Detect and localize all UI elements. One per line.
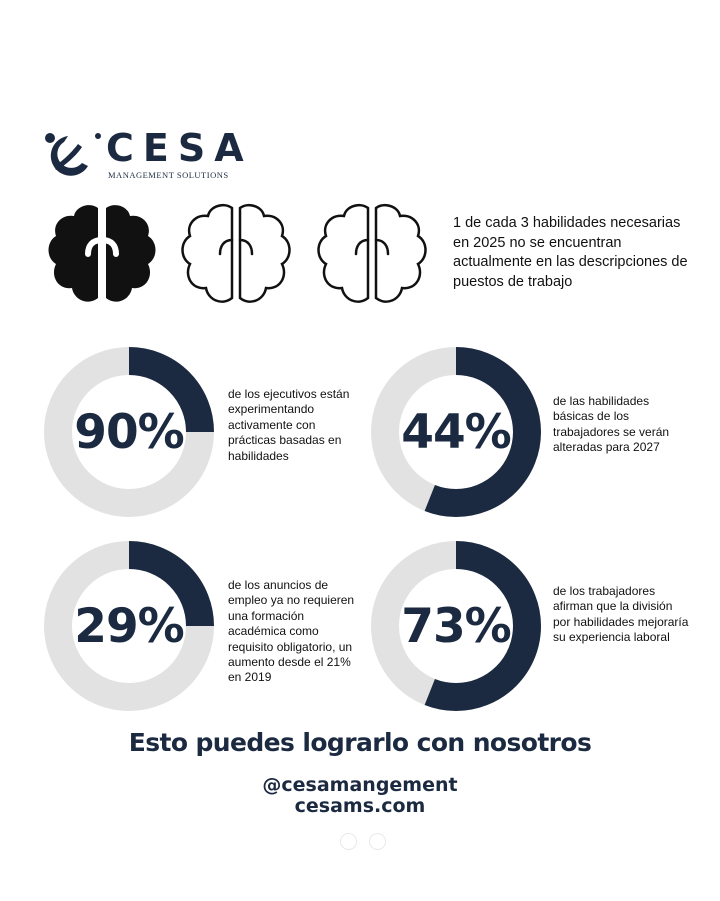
stat-card (44, 541, 244, 741)
social-handle[interactable]: @cesamangement (262, 774, 458, 796)
stat-description: de los anuncios de empleo ya no requieren una formación académica como requisito obligatorio, un aumento desde el 21% en 2019 (228, 578, 355, 685)
intro-text: 1 de cada 3 habilidades necesarias en 2025 no se encuentran actualmente en las descripciones de puestos de trabajo (453, 215, 688, 290)
brain-outline-icon (180, 200, 292, 312)
stat-value: 73% (401, 598, 511, 654)
carousel-dots (338, 833, 398, 851)
brand-name: CESA (106, 126, 253, 170)
stat-description: de las habilidades básicas de los trabajadores se verán alteradas para 2027 (553, 394, 670, 455)
stat-card (371, 541, 571, 741)
brand-logo (38, 126, 253, 182)
brain-filled-icon (46, 200, 158, 312)
stat-value: 90% (74, 404, 184, 460)
stat-description: de los ejecutivos están experimentando activamente con prácticas basadas en habilidades (228, 387, 350, 463)
stat-value: 29% (74, 598, 184, 654)
stat-card (44, 347, 244, 547)
brain-outline-icon (316, 200, 428, 312)
brand-tagline: MANAGEMENT SOLUTIONS (108, 170, 229, 180)
website-link[interactable]: cesams.com (294, 795, 426, 817)
stat-value: 44% (401, 404, 511, 460)
stat-description: de los trabajadores afirman que la división por habilidades mejoraría su experiencia laboral (553, 584, 689, 645)
cta-headline: Esto puedes lograrlo con nosotros (128, 728, 592, 757)
carousel-dot[interactable] (369, 833, 386, 850)
stat-card (371, 347, 571, 547)
cesa-logo-icon (38, 126, 102, 182)
carousel-dot[interactable] (340, 833, 357, 850)
